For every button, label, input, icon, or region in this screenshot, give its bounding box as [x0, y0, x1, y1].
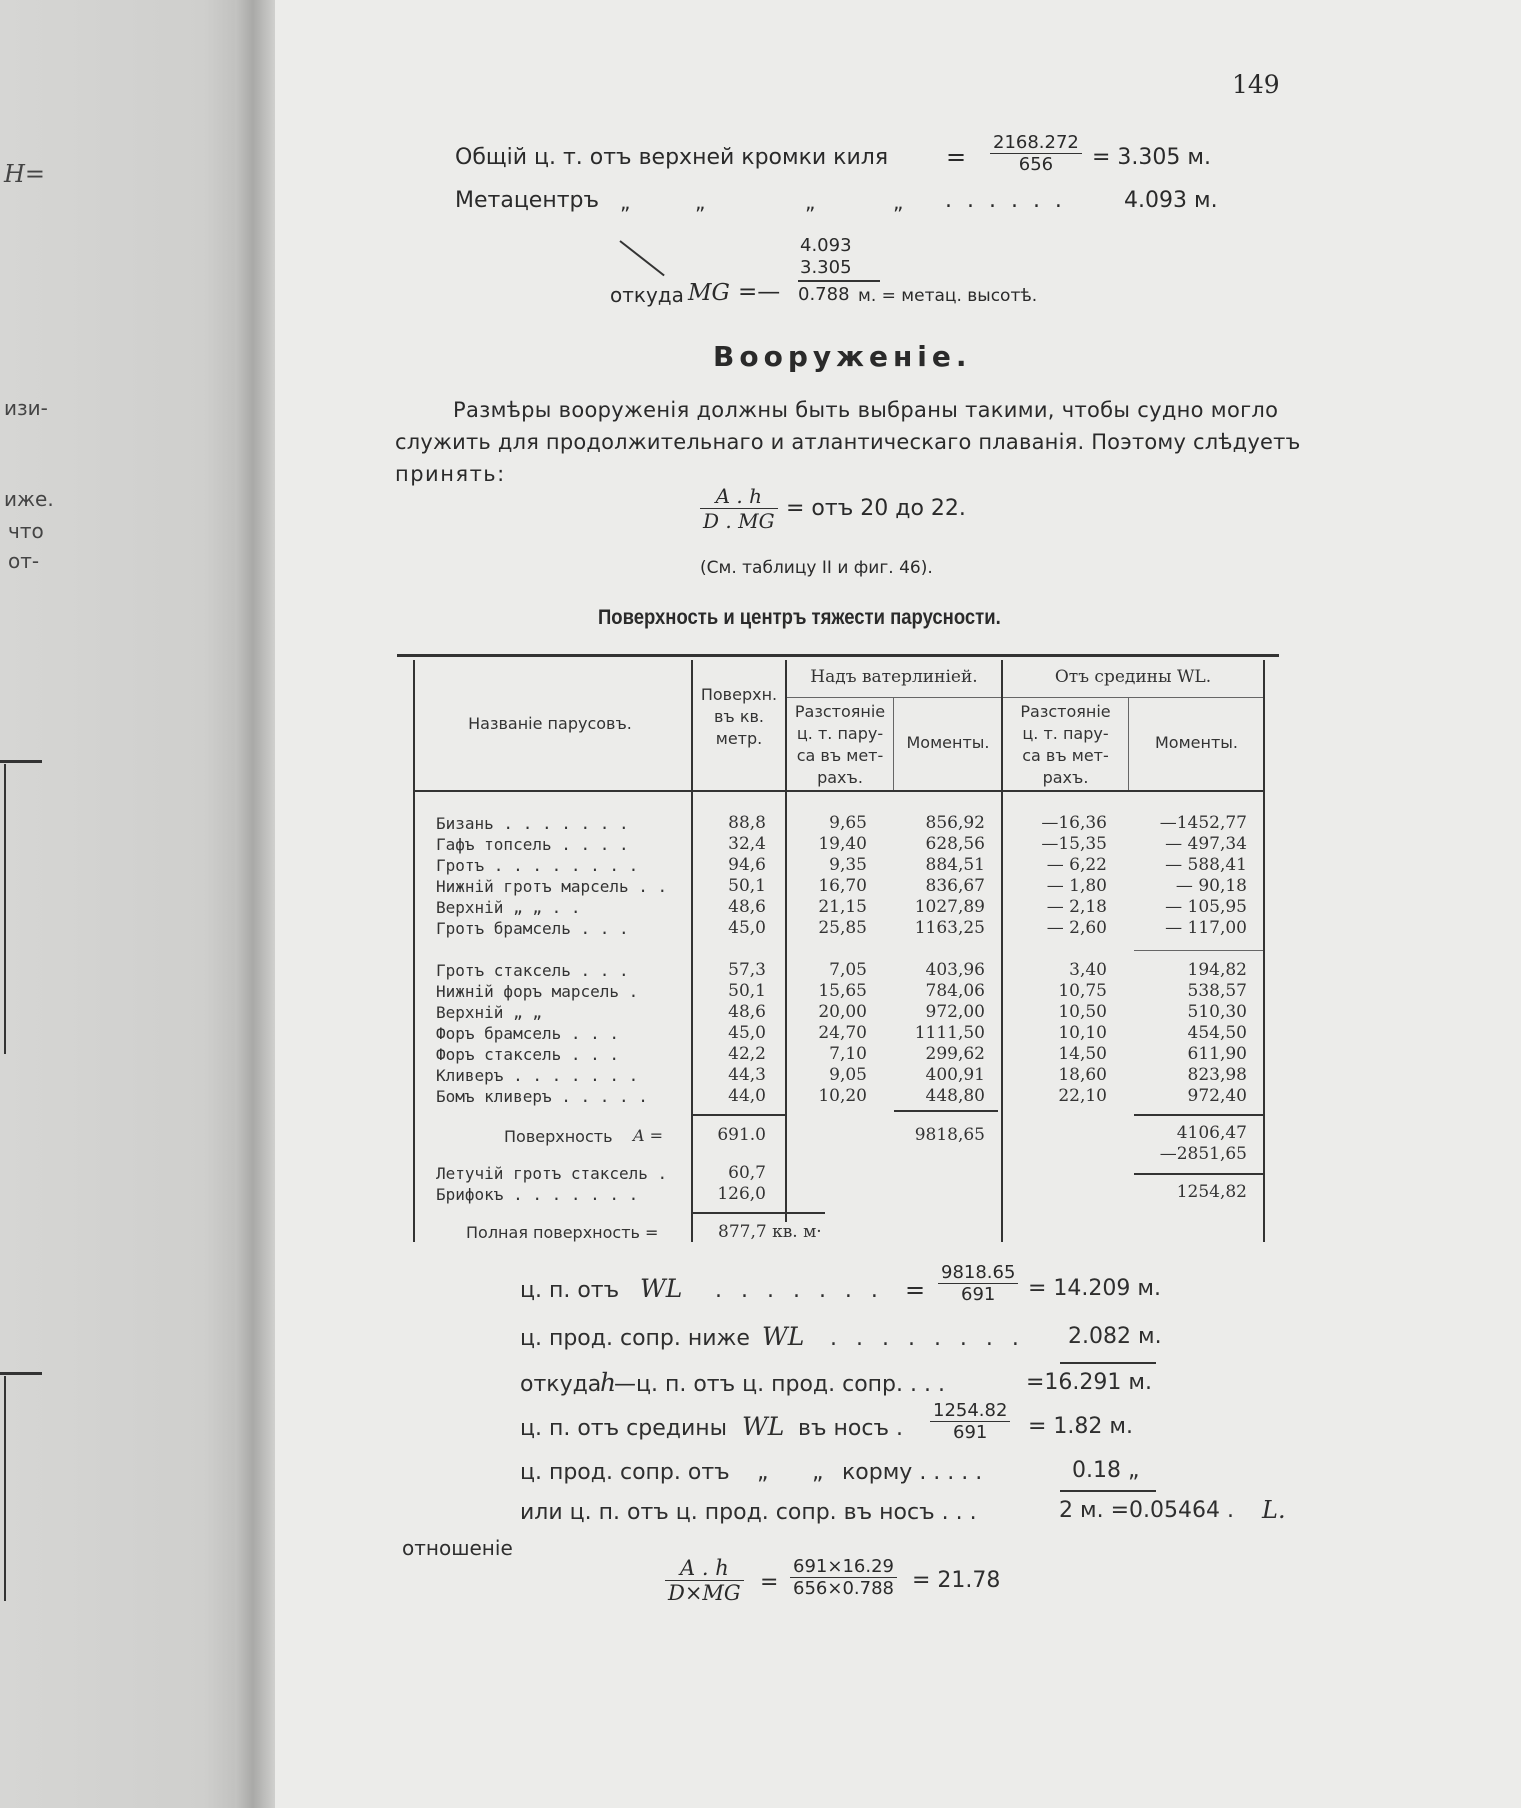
cell-area: 48,6	[728, 1002, 766, 1022]
cell-d: 10,75	[1058, 981, 1107, 1001]
final-fraction	[665, 1556, 744, 1605]
paragraph-line: принять:	[395, 462, 506, 486]
cell-md: — 588,41	[1165, 855, 1247, 875]
calc-label: ц. прод. сопр. отъ	[520, 1460, 730, 1485]
cell-d: 10,50	[1058, 1002, 1107, 1022]
cell-d: — 6,22	[1046, 855, 1107, 875]
left-fragment: что	[8, 519, 44, 543]
final-denominator: 656×0.788	[793, 1578, 894, 1599]
header-line: ц. т. пару-	[1022, 724, 1109, 743]
column-rule	[893, 698, 894, 790]
cell-md: — 105,95	[1165, 897, 1247, 917]
cell-mh: 1163,25	[914, 918, 985, 938]
header-bottom-rule	[413, 790, 1265, 792]
cell-d: —16,36	[1041, 813, 1107, 833]
cg-denominator: 656	[1018, 154, 1054, 175]
cell-md: 611,90	[1187, 1044, 1247, 1064]
sum-rule	[1134, 1173, 1263, 1175]
cell-area: 126,0	[717, 1184, 766, 1204]
sail-name: Нижній гротъ марсель . .	[436, 877, 668, 896]
header-line: ц. т. пару-	[796, 724, 884, 743]
cell-area: 45,0	[728, 1023, 766, 1043]
cg-label: Общій ц. т. отъ верхней кромки киля	[455, 145, 889, 170]
left-fragment: от-	[8, 549, 40, 573]
cell-mh: 403,96	[925, 960, 985, 980]
cell-area: 44,0	[728, 1086, 766, 1106]
metacenter-result: 4.093 м.	[1124, 188, 1218, 213]
ditto-mark: „	[812, 1460, 824, 1485]
total-label: Полная поверхность =	[466, 1223, 659, 1242]
moment-rule	[1134, 950, 1263, 951]
section-heading: Вооруженіе.	[713, 340, 972, 373]
table-title: Поверхность и центръ тяжести парусности.	[598, 606, 1001, 629]
sail-name: Бомъ кливеръ . . . . .	[436, 1087, 648, 1106]
cell-h: 19,40	[818, 834, 867, 854]
cell-h: 25,85	[818, 918, 867, 938]
calc-label: ц. п. отъ	[520, 1278, 620, 1303]
calc-symbol: WL	[742, 1412, 785, 1441]
ditto-mark: „	[620, 190, 631, 214]
ratio-note: (См. таблицу II и фиг. 46).	[700, 558, 933, 578]
equals-sign: =	[946, 143, 967, 171]
cell-md: — 497,34	[1165, 834, 1247, 854]
cg-fraction	[990, 132, 1082, 175]
cell-h: 10,20	[818, 1086, 867, 1106]
total-rule	[693, 1212, 825, 1214]
header-line: въ кв.	[714, 707, 764, 726]
calc-result: 2 м. =0.05464 .	[1059, 1498, 1234, 1523]
header-moments: Моменты.	[1154, 733, 1238, 752]
mg-suffix: м. = метац. высотѣ.	[858, 286, 1038, 306]
left-rule	[4, 764, 6, 1054]
metacenter-label: Метацентръ	[455, 188, 600, 213]
table-left-rule	[413, 660, 415, 1242]
header-line: Поверхн.	[700, 685, 778, 704]
cell-mh: 972,00	[925, 1002, 985, 1022]
cell-md: —1452,77	[1159, 813, 1247, 833]
left-rule	[0, 760, 42, 763]
header-line: Разстояніе	[1020, 702, 1111, 721]
cell-mh: 1111,50	[914, 1023, 985, 1043]
sail-name: Форъ стаксель . . .	[436, 1045, 620, 1064]
cell-h: 9,65	[829, 813, 867, 833]
left-page-edge	[0, 0, 255, 1808]
difference-rule	[1060, 1490, 1156, 1492]
sum-rule	[1134, 1114, 1263, 1116]
ditto-mark: „	[757, 1460, 769, 1485]
cell-d: — 2,18	[1046, 897, 1107, 917]
calc-result: = 14.209 м.	[1028, 1276, 1161, 1301]
sail-name: Кливеръ . . . . . . .	[436, 1066, 639, 1085]
equals-sign: =	[905, 1276, 926, 1304]
sail-name: Верхній „ „	[436, 1003, 542, 1022]
sail-name: Гротъ брамсель . . .	[436, 919, 629, 938]
header-distance	[1003, 701, 1128, 789]
cell-d: —15,35	[1041, 834, 1107, 854]
cell-d: 18,60	[1058, 1065, 1107, 1085]
cell-area: 60,7	[728, 1163, 766, 1183]
book-gutter	[235, 0, 275, 1808]
header-line: са въ мет-	[796, 746, 884, 765]
cg-numerator: 2168.272	[990, 132, 1082, 154]
sail-name: Бизань . . . . . . .	[436, 814, 629, 833]
cell-md: — 117,00	[1165, 918, 1247, 938]
cell-area: 57,3	[728, 960, 766, 980]
cell-md: 538,57	[1187, 981, 1247, 1001]
cell-d: 22,10	[1058, 1086, 1107, 1106]
column-rule	[1128, 698, 1129, 790]
cell-md: 972,40	[1187, 1086, 1247, 1106]
sail-name: Гротъ стаксель . . .	[436, 961, 629, 980]
surface-moment: 9818,65	[914, 1125, 985, 1145]
calc-text: въ носъ .	[798, 1416, 903, 1441]
cell-mh: 836,67	[925, 876, 985, 896]
cell-mh: 1027,89	[914, 897, 985, 917]
header-above-wl: Надъ ватерлиніей.	[810, 667, 978, 687]
header-line: рахъ.	[817, 768, 863, 787]
sum-rule	[894, 1110, 998, 1112]
cell-area: 50,1	[728, 876, 766, 896]
header-line: рахъ.	[1042, 768, 1089, 787]
calc-denominator: 691	[961, 1284, 996, 1305]
header-rule	[1003, 697, 1263, 698]
sum-rule	[693, 1114, 785, 1116]
cell-h: 7,05	[829, 960, 867, 980]
cell-area: 32,4	[728, 834, 766, 854]
net-moment: 1254,82	[1176, 1182, 1247, 1202]
final-fraction-2	[790, 1556, 897, 1599]
cell-d: — 1,80	[1046, 876, 1107, 896]
header-distance	[787, 701, 893, 789]
calc-symbol: L.	[1262, 1496, 1286, 1524]
calc-result: =16.291 м.	[1026, 1370, 1152, 1395]
sub-value-a: 4.093	[800, 235, 852, 256]
header-line: метр.	[715, 729, 763, 748]
cell-area: 48,6	[728, 897, 766, 917]
page-number: 149	[1232, 70, 1280, 99]
ratio-numerator: A . h	[700, 484, 778, 509]
cell-mh: 784,06	[925, 981, 985, 1001]
cell-h: 15,65	[818, 981, 867, 1001]
calc-symbol: WL	[762, 1322, 805, 1351]
calc-text: —ц. п. отъ ц. прод. сопр. . . .	[614, 1372, 945, 1397]
ditto-mark: „	[893, 190, 904, 214]
cg-result: = 3.305 м.	[1092, 145, 1211, 170]
final-result: = 21.78	[912, 1568, 1001, 1593]
surface-moment-neg: —2851,65	[1159, 1144, 1247, 1164]
cell-mh: 628,56	[925, 834, 985, 854]
calc-numerator: 9818.65	[938, 1262, 1018, 1284]
header-name: Названіе парусовъ.	[468, 714, 632, 733]
sub-value-b: 3.305	[800, 257, 852, 278]
cell-d: 3,40	[1069, 960, 1107, 980]
header-from-mid: Отъ средины WL.	[1054, 667, 1212, 687]
final-numerator: 691×16.29	[790, 1556, 897, 1578]
cell-md: 454,50	[1187, 1023, 1247, 1043]
leader-dots: . . . . . . .	[715, 1278, 884, 1303]
cell-d: 10,10	[1058, 1023, 1107, 1043]
paragraph-line: Размѣры вооруженія должны быть выбраны такими, чтобы судно могло	[453, 398, 1279, 422]
ratio-range: = отъ 20 до 22.	[786, 496, 966, 521]
table-top-rule	[397, 654, 1279, 657]
mg-equals: =—	[738, 279, 781, 305]
calc-label: или ц. п. отъ ц. прод. сопр. въ носъ . . .	[520, 1500, 977, 1525]
header-line: Разстояніе	[794, 702, 886, 721]
mg-prefix: откуда	[610, 283, 684, 307]
total-value: 877,7 кв. м·	[718, 1222, 822, 1242]
cell-h: 9,05	[829, 1065, 867, 1085]
cell-area: 45,0	[728, 918, 766, 938]
equals-sign: =	[760, 1570, 779, 1595]
cell-mh: 400,91	[925, 1065, 985, 1085]
calc-fraction	[938, 1262, 1018, 1305]
mg-symbol: MG	[688, 280, 730, 306]
surface-area: 691.0	[717, 1125, 766, 1145]
ratio-denominator: D . MG	[703, 509, 775, 533]
ratio-fraction	[700, 484, 778, 533]
calc-denominator: 691	[953, 1422, 988, 1443]
ditto-mark: „	[695, 190, 706, 214]
cell-mh: 448,80	[925, 1086, 985, 1106]
left-rule	[4, 1376, 6, 1601]
cell-d: 14,50	[1058, 1044, 1107, 1064]
sail-name: Верхній „ „ . .	[436, 898, 581, 917]
final-denominator: D×MG	[668, 1581, 741, 1605]
cell-area: 50,1	[728, 981, 766, 1001]
final-numerator: A . h	[665, 1556, 744, 1581]
cell-h: 9,35	[829, 855, 867, 875]
cell-h: 24,70	[818, 1023, 867, 1043]
cell-mh: 884,51	[925, 855, 985, 875]
surface-symbol: A =	[633, 1126, 664, 1145]
header-rule	[787, 697, 1001, 698]
cell-area: 42,2	[728, 1044, 766, 1064]
calc-symbol: WL	[640, 1274, 683, 1303]
cell-mh: 856,92	[925, 813, 985, 833]
cell-h: 16,70	[818, 876, 867, 896]
sail-name: Брифокъ . . . . . . .	[436, 1185, 639, 1204]
cell-area: 44,3	[728, 1065, 766, 1085]
calc-symbol: h	[600, 1368, 617, 1397]
header-line: са въ мет-	[1022, 746, 1109, 765]
leader-dots: . . . . . . . .	[830, 1326, 1025, 1351]
calc-label: ц. п. отъ средины	[520, 1416, 728, 1441]
cell-h: 21,15	[818, 897, 867, 917]
cell-h: 7,10	[829, 1044, 867, 1064]
sail-name: Нижній форъ марсель .	[436, 982, 639, 1001]
calc-result: 0.18 „	[1072, 1458, 1140, 1483]
cell-md: — 90,18	[1175, 876, 1247, 896]
left-fragment: изи-	[4, 396, 48, 420]
sail-name: Гафъ топсель . . . .	[436, 835, 629, 854]
cell-area: 94,6	[728, 855, 766, 875]
sail-name: Форъ брамсель . . .	[436, 1024, 620, 1043]
cell-h: 20,00	[818, 1002, 867, 1022]
table-right-rule	[1263, 660, 1265, 1242]
calc-label: ц. прод. сопр. ниже	[520, 1326, 750, 1351]
calc-numerator: 1254.82	[930, 1400, 1010, 1422]
cell-area: 88,8	[728, 813, 766, 833]
left-fragment: H=	[4, 160, 46, 188]
left-fragment: иже.	[4, 487, 54, 511]
cell-md: 194,82	[1187, 960, 1247, 980]
paragraph-line: служить для продолжительнаго и атлантическаго плаванія. Поэтому слѣдуетъ	[395, 430, 1301, 454]
calc-label: откуда	[520, 1372, 602, 1397]
relation-label: отношеніе	[402, 1536, 513, 1560]
cell-d: — 2,60	[1046, 918, 1107, 938]
ditto-mark: „	[805, 190, 816, 214]
leader-dots: . . . . . .	[945, 188, 1066, 213]
header-surface	[693, 684, 785, 750]
cell-md: 823,98	[1187, 1065, 1247, 1085]
sail-name: Летучій гротъ стаксель .	[436, 1164, 668, 1183]
mg-value: 0.788	[798, 284, 850, 305]
calc-fraction	[930, 1400, 1010, 1443]
calc-result: = 1.82 м.	[1028, 1414, 1133, 1439]
surface-label: Поверхность	[504, 1127, 613, 1146]
sail-name: Гротъ . . . . . . . .	[436, 856, 639, 875]
subtraction-rule	[798, 280, 880, 282]
header-moments: Моменты.	[906, 733, 990, 752]
left-rule	[0, 1372, 42, 1375]
calc-text: корму . . . . .	[842, 1460, 983, 1485]
cell-mh: 299,62	[925, 1044, 985, 1064]
sum-rule	[1060, 1362, 1156, 1364]
calc-result: 2.082 м.	[1068, 1324, 1162, 1349]
cell-md: 510,30	[1187, 1002, 1247, 1022]
surface-moment-pos: 4106,47	[1176, 1123, 1247, 1143]
